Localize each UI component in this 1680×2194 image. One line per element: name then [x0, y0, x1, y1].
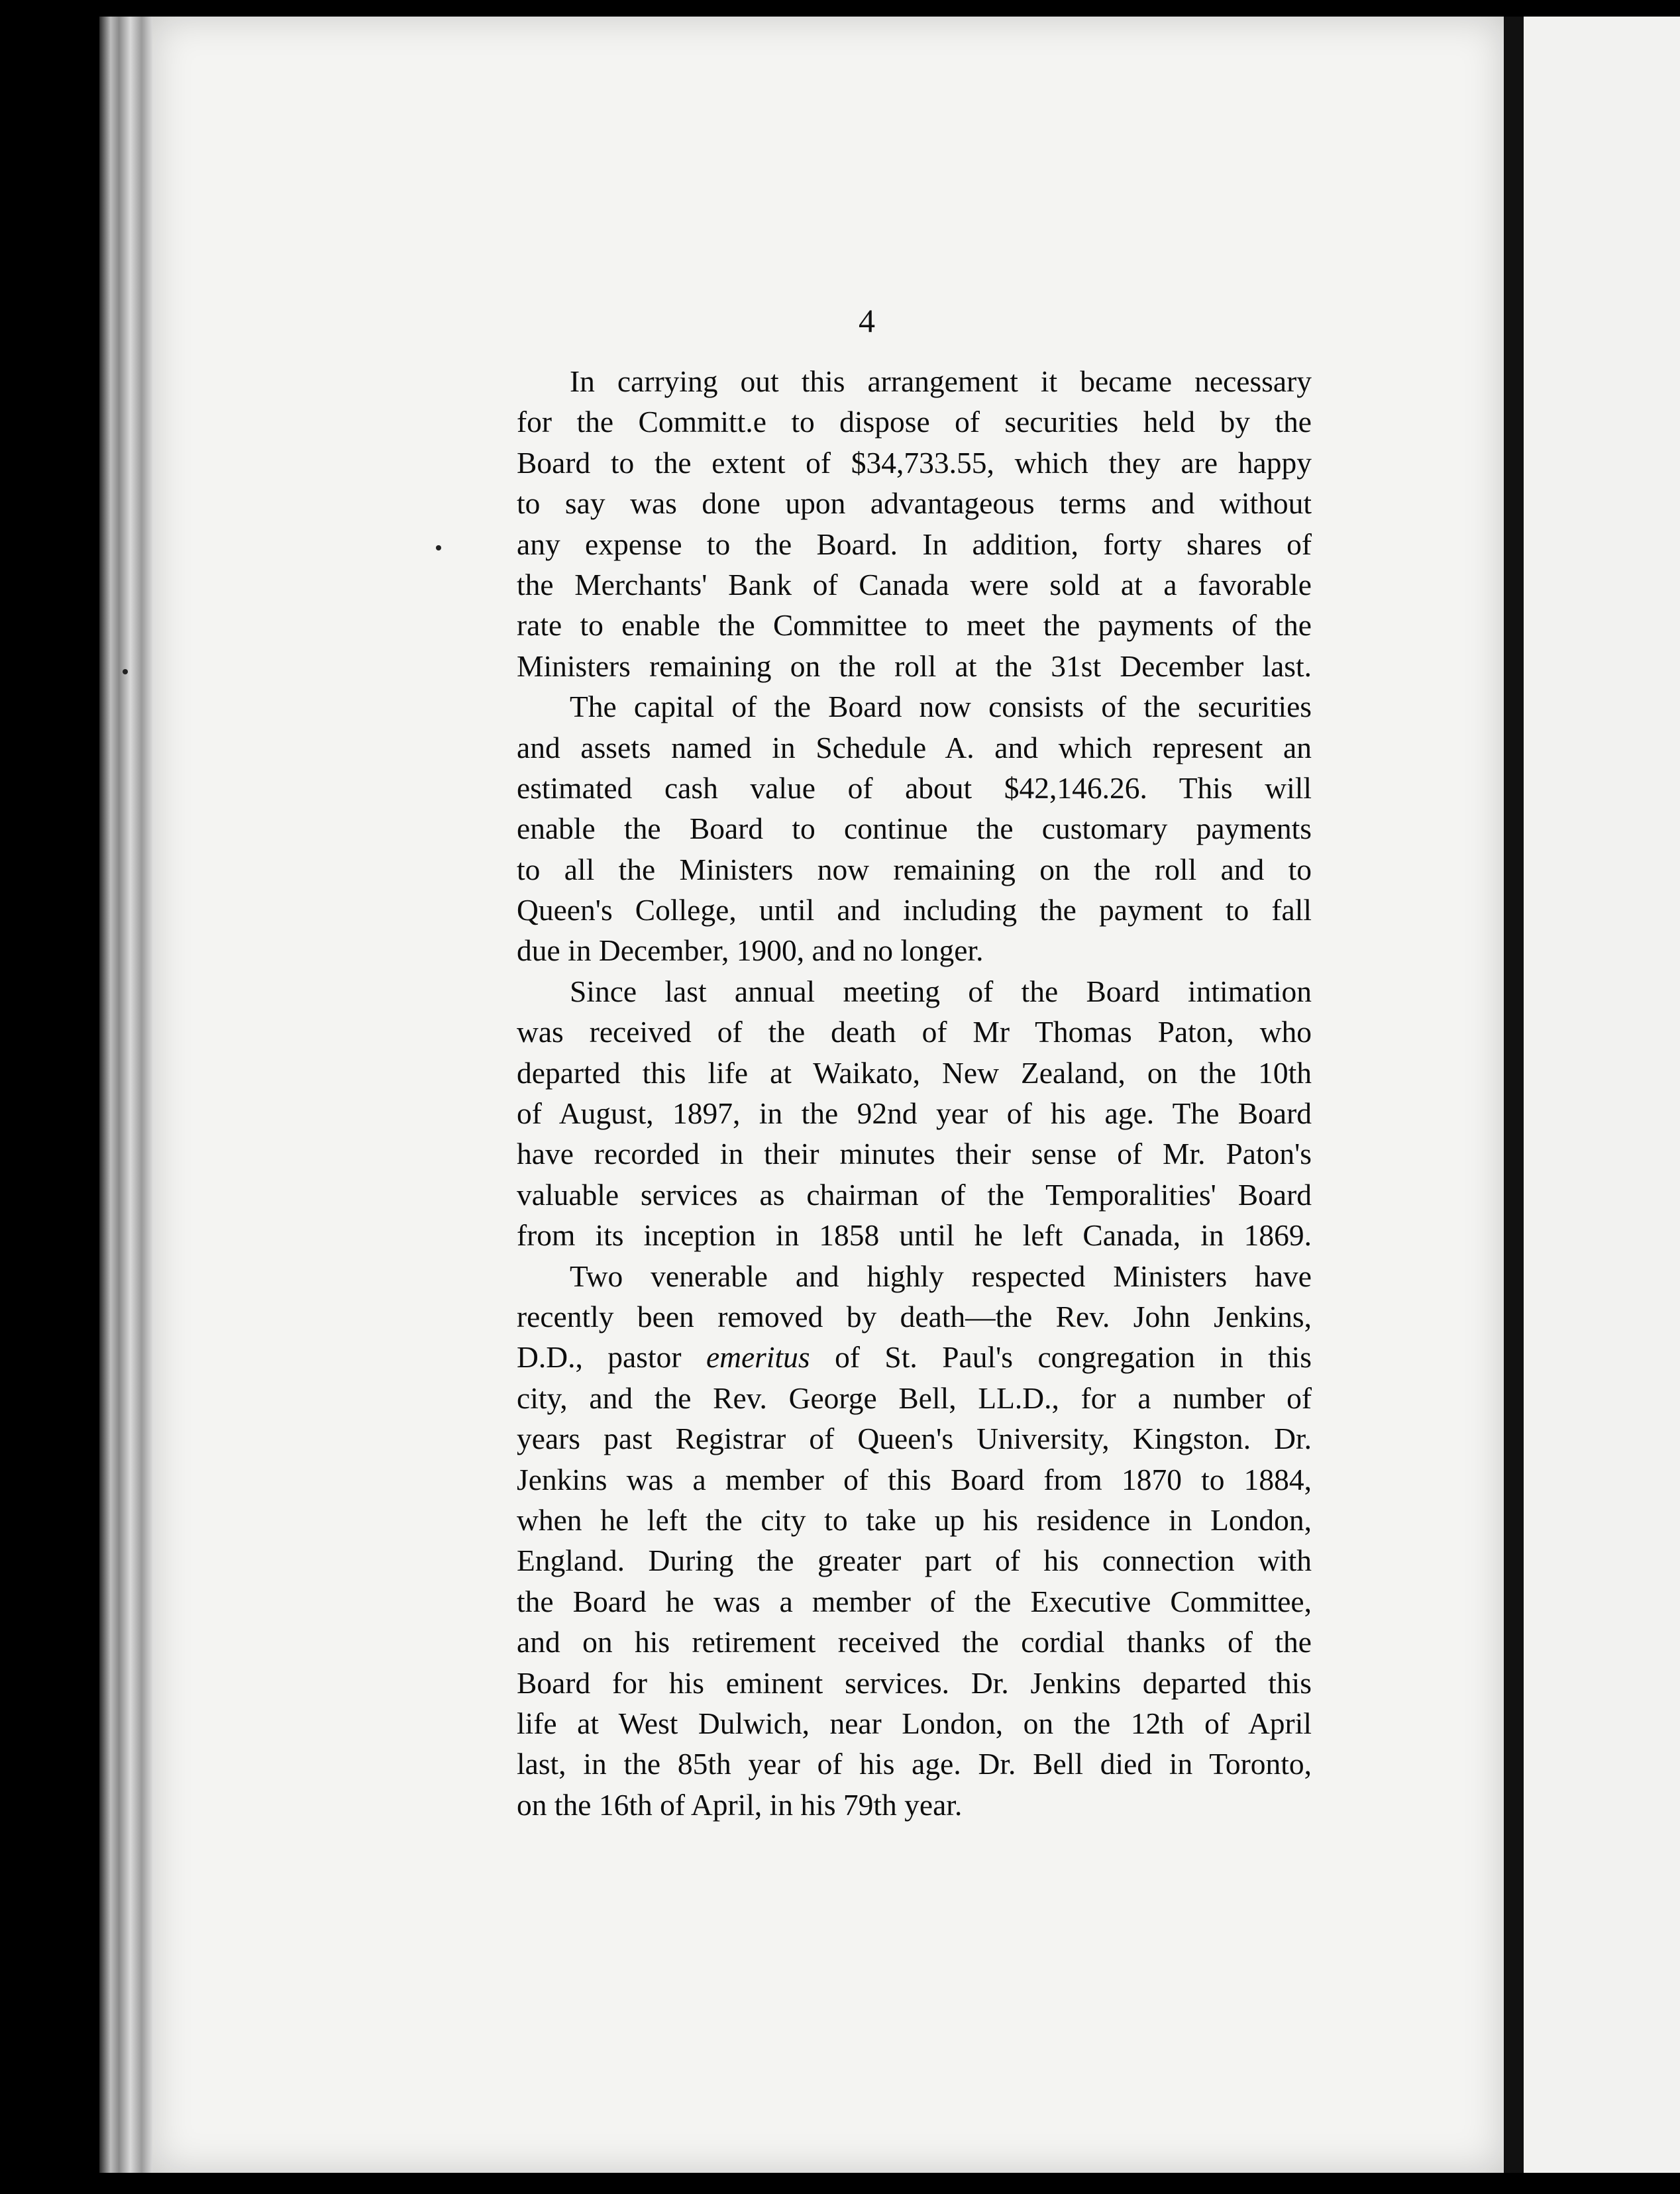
text-line-with-emphasis [464, 1337, 1312, 1377]
paragraph-2 [464, 686, 1312, 971]
text-line: from its inception in 1858 until he left Canada, in 1869. [517, 1218, 1312, 1253]
text-line: In carrying out this arrangement it became necessary [570, 364, 1312, 398]
text-line: and assets named in Schedule A. and which represent an [517, 730, 1312, 764]
text-line: have recorded in their minutes their sense of Mr. Paton's [517, 1137, 1312, 1171]
text-line: of August, 1897, in the 92nd year of his age. The Board [517, 1096, 1312, 1131]
text-fragment: D.D., pastor [517, 1340, 706, 1375]
text-line: rate to enable the Committee to meet the payments of the [517, 608, 1312, 643]
text-line: recently been removed by death—the Rev. John Jenkins, [517, 1299, 1312, 1333]
body-text [464, 361, 1312, 1825]
text-line: the Board he was a member of the Executive Committee, [517, 1584, 1312, 1618]
facing-page-edge [1524, 17, 1680, 2173]
text-line: was received of the death of Mr Thomas Paton, who [517, 1015, 1312, 1049]
margin-speck [436, 545, 441, 550]
text-line: enable the Board to continue the customary payments [517, 811, 1312, 846]
text-line: and on his retirement received the cordial thanks of the [517, 1625, 1312, 1659]
text-line: valuable services as chairman of the Temporalities' Board [517, 1177, 1312, 1212]
text-line: Board to the extent of $34,733.55, which they are happy [517, 445, 1312, 480]
text-line: England. During the greater part of his connection with [517, 1543, 1312, 1578]
text-line: the Merchants' Bank of Canada were sold at a favorable [517, 567, 1312, 601]
text-line: Since last annual meeting of the Board intimation [570, 974, 1312, 1008]
text-line: to all the Ministers now remaining on the roll and to [517, 852, 1312, 886]
gutter-shadow [1504, 17, 1524, 2173]
text-line: last, in the 85th year of his age. Dr. Bell died in Toronto, [517, 1747, 1312, 1781]
text-line: Ministers remaining on the roll at the 31st December last. [517, 649, 1312, 683]
text-line: Two venerable and highly respected Ministers have [570, 1259, 1312, 1293]
text-line: life at West Dulwich, near London, on the 12th of April [517, 1706, 1312, 1740]
text-line: to say was done upon advantageous terms and without [517, 486, 1312, 521]
page-edge [99, 17, 156, 2173]
text-line: any expense to the Board. In addition, forty shares of [517, 527, 1312, 561]
text-line: Jenkins was a member of this Board from 1870 to 1884, [517, 1462, 1312, 1496]
text-line: on the 16th of April, in his 79th year. [517, 1787, 963, 1822]
paragraph-3 [464, 971, 1312, 1256]
text-line: The capital of the Board now consists of the securities [570, 690, 1312, 724]
paragraph-1 [464, 361, 1312, 686]
text-line: city, and the Rev. George Bell, LL.D., for a number of [517, 1381, 1312, 1415]
margin-speck [123, 669, 128, 674]
text-line: Queen's College, until and including the payment to fall [517, 893, 1312, 927]
text-line: for the Committ.e to dispose of securities held by the [517, 405, 1312, 439]
page-number: 4 [859, 302, 875, 339]
text-line: Board for his eminent services. Dr. Jenkins departed this [517, 1665, 1312, 1700]
paragraph-4 [464, 1256, 1312, 1825]
text-line: due in December, 1900, and no longer. [517, 933, 984, 968]
text-line: years past Registrar of Queen's University, Kingston. Dr. [517, 1422, 1312, 1456]
text-line: when he left the city to take up his residence in London, [517, 1502, 1312, 1537]
italic-term: emeritus [706, 1340, 810, 1375]
text-fragment: of St. Paul's congregation in this [810, 1340, 1312, 1375]
text-line: departed this life at Waikato, New Zealand, on the 10th [517, 1055, 1312, 1090]
text-line: estimated cash value of about $42,146.26. This will [517, 770, 1312, 805]
